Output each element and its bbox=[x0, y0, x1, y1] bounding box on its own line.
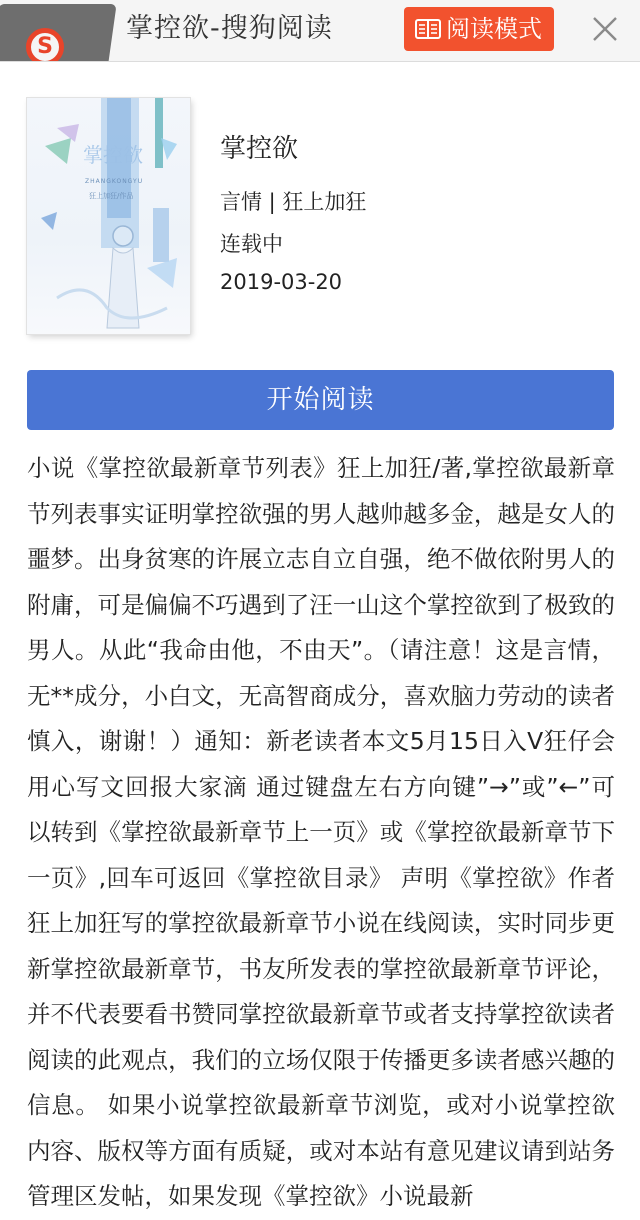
close-icon[interactable] bbox=[590, 14, 620, 44]
page-title: 掌控欲-搜狗阅读 bbox=[126, 13, 333, 44]
book-cover[interactable] bbox=[27, 98, 190, 334]
book-icon bbox=[415, 19, 441, 39]
sogou-logo-icon: S bbox=[26, 28, 64, 62]
cover-illustration bbox=[27, 98, 190, 334]
top-bar bbox=[0, 0, 640, 62]
cover-title-text: 掌控欲 bbox=[83, 143, 143, 167]
book-info bbox=[0, 62, 640, 362]
read-mode-button[interactable] bbox=[404, 7, 554, 51]
book-category: 言情 | 狂上加狂 bbox=[220, 190, 367, 214]
book-description: 小说《掌控欲最新章节列表》狂上加狂/著,掌控欲最新章节列表事实证明掌控欲强的男人越帅越多金，越是女人的噩梦。出身贫寒的许展立志自立自强，绝不做依附男人的附庸，可是偏偏不巧遇到了汪一山这个掌控欲到了极致的男人。从此“我命由他，不由天”。（请注意！这是言情，无**成分，小白文，无高智商成分，喜欢脑力劳动的读者慎入，谢谢！）通知：新老读者本文5月15日入V狂仔会用心写文回报大家滴 通过键盘左右方向键”→”或”←”可以转到《掌控欲最新章节上一页》或《掌控欲最新章节下一页》,回车可返回《掌控欲目录》 声明《掌控欲》作者狂上加狂写的掌控欲最新章节小说在线阅读，实时同步更新掌控欲最新章节，书友所发表的掌控欲最新章节评论，并不代表要看书赞同掌控欲最新章节或者支持掌控欲读者阅读的此观点，我们的立场仅限于传播更多读者感兴趣的信息。 如果小说掌控欲最新章节浏览，或对小说掌控欲内容、版权等方面有质疑，或对本站有意见建议请到站务管理区发帖，如果发现《掌控欲》小说最新 bbox=[27, 454, 615, 1210]
read-mode-label: 阅读模式 bbox=[446, 15, 542, 43]
book-date: 2019-03-20 bbox=[220, 270, 343, 294]
cover-author-text: 狂上加狂/作品 bbox=[89, 192, 134, 200]
book-status: 连载中 bbox=[220, 232, 283, 256]
book-title: 掌控欲 bbox=[220, 134, 299, 164]
start-reading-button[interactable]: 开始阅读 bbox=[27, 370, 614, 430]
cover-pinyin-text: ZHANGKONGYU bbox=[85, 178, 144, 185]
